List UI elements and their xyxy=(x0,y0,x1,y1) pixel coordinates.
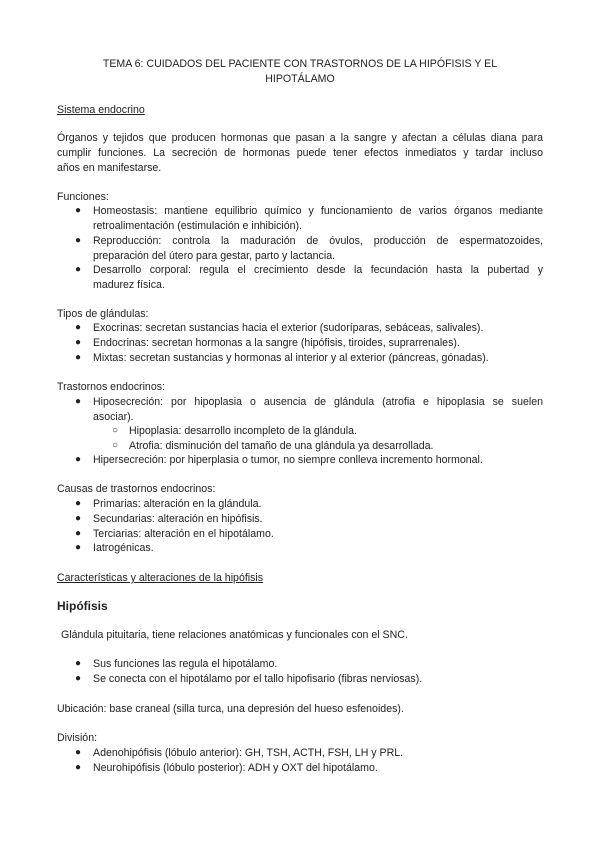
paragraph-ubicacion: Ubicación: base craneal (silla turca, una depresión del hueso esfenoides). xyxy=(57,703,404,715)
list-item-continued: retroalimentación (estimulación e inhibición). xyxy=(93,220,303,232)
bullet-icon: ● xyxy=(75,528,82,539)
bullet-icon: ● xyxy=(75,235,82,246)
paragraph-line: Glándula pituitaria, tiene relaciones anatómicas y funcionales con el SNC. xyxy=(61,629,408,641)
bullet-icon: ● xyxy=(75,264,82,275)
list-item-continued: madurez física. xyxy=(93,279,165,291)
list-item: Primarias: alteración en la glándula. xyxy=(93,498,262,510)
bullet-icon: ● xyxy=(75,322,82,333)
list-item: Reproducción: controla la maduración de óvulos, producción de espermatozoides, xyxy=(93,235,543,247)
list-item-continued: asociar). xyxy=(93,411,134,423)
list-item: Terciarias: alteración en el hipotálamo. xyxy=(93,528,274,540)
label-tipos-glandulas: Tipos de glándulas: xyxy=(57,308,149,320)
bullet-icon: ● xyxy=(75,498,82,509)
sub-list-item: Hipoplasia: desarrollo incompleto de la glándula. xyxy=(129,425,357,437)
bullet-icon: ● xyxy=(75,337,82,348)
circle-bullet-icon: ○ xyxy=(112,425,119,436)
label-trastornos: Trastornos endocrinos: xyxy=(57,381,165,393)
bullet-icon: ● xyxy=(75,205,82,216)
list-item: Secundarias: alteración en hipófisis. xyxy=(93,513,263,525)
list-item: Hiposecreción: por hipoplasia o ausencia de glándula (atrofia e hipoplasia se suelen xyxy=(93,396,543,408)
bullet-icon: ● xyxy=(75,513,82,524)
list-item: Hipersecreción: por hiperplasia o tumor, no siempre conlleva incremento hormonal. xyxy=(93,454,483,466)
bullet-icon: ● xyxy=(75,352,82,363)
bullet-icon: ● xyxy=(75,396,82,407)
document-title-line-2: HIPOTÁLAMO xyxy=(265,73,335,85)
circle-bullet-icon: ○ xyxy=(112,440,119,451)
list-item-continued: preparación del útero para gestar, parto y lactancia. xyxy=(93,250,336,262)
label-causas: Causas de trastornos endocrinos: xyxy=(57,483,216,495)
sub-list-item: Atrofia: disminución del tamaño de una glándula ya desarrollada. xyxy=(129,440,434,452)
list-item: Mixtas: secretan sustancias y hormonas al interior y al exterior (páncreas, gónadas). xyxy=(93,352,489,364)
bullet-icon: ● xyxy=(75,673,82,684)
section-heading-caracteristicas: Características y alteraciones de la hipófisis xyxy=(57,572,264,584)
paragraph-line: cumplir funciones. La secreción de hormonas puede tener efectos inmediatos y tardar incluso xyxy=(57,147,543,159)
list-item: Iatrogénicas. xyxy=(93,542,154,554)
bullet-icon: ● xyxy=(75,658,82,669)
list-item: Sus funciones las regula el hipotálamo. xyxy=(93,658,278,670)
list-item: Desarrollo corporal: regula el crecimiento desde la fecundación hasta la pubertad y xyxy=(93,264,543,276)
document-title-line-1: TEMA 6: CUIDADOS DEL PACIENTE CON TRASTORNOS DE LA HIPÓFISIS Y EL xyxy=(102,58,498,70)
bullet-icon: ● xyxy=(75,762,82,773)
list-item: Adenohipófisis (lóbulo anterior): GH, TSH, ACTH, FSH, LH y PRL. xyxy=(93,747,404,759)
label-division: División: xyxy=(57,732,98,744)
list-item: Exocrinas: secretan sustancias hacia el exterior (sudoríparas, sebáceas, salivales). xyxy=(93,322,484,334)
list-item: Homeostasis: mantiene equilibrio químico y funcionamiento de varios órganos mediante xyxy=(93,205,543,217)
paragraph-line: años en manifestarse. xyxy=(57,162,162,174)
bullet-icon: ● xyxy=(75,542,82,553)
list-item: Endocrinas: secretan hormonas a la sangre (hipófisis, tiroides, suprarrenales). xyxy=(93,337,460,349)
list-item: Neurohipófisis (lóbulo posterior): ADH y OXT del hipotálamo. xyxy=(93,762,378,774)
list-item: Se conecta con el hipotálamo por el tallo hipofisario (fibras nerviosas). xyxy=(93,673,423,685)
bullet-icon: ● xyxy=(75,454,82,465)
subheading-hipofisis: Hipófisis xyxy=(57,599,108,613)
section-heading-sistema-endocrino: Sistema endocrino xyxy=(57,104,145,116)
bullet-icon: ● xyxy=(75,747,82,758)
paragraph-line: Órganos y tejidos que producen hormonas que pasan a la sangre y afectan a células diana para xyxy=(57,132,543,144)
label-funciones: Funciones: xyxy=(57,191,109,203)
